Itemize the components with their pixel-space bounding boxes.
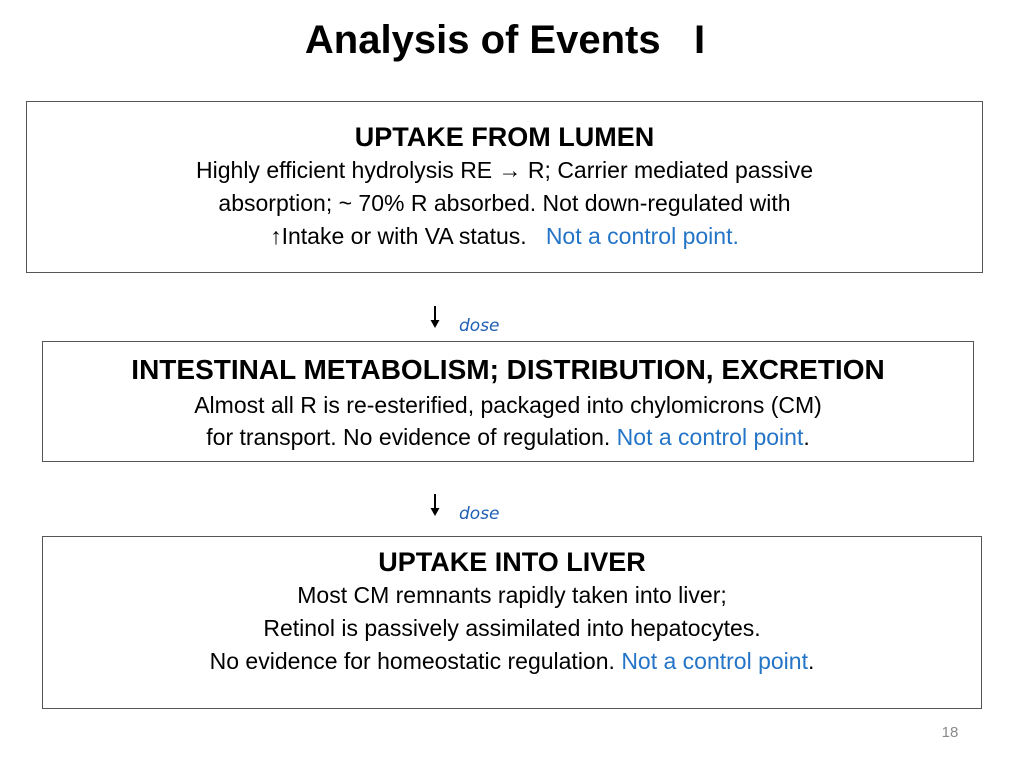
slide-title: Analysis of Events I — [304, 18, 706, 62]
box-text-line — [27, 220, 982, 253]
down-arrow-icon — [429, 493, 441, 517]
box-text-line — [43, 645, 981, 678]
box-text-line: Retinol is passively assimilated into hepatocytes. — [263, 615, 761, 641]
box-text-line: absorption; ~ 70% R absorbed. Not down-regulated with — [218, 190, 791, 216]
control-point-note: Not a control point — [616, 424, 804, 450]
box-text-line — [43, 421, 973, 453]
control-point-note: Not a control point — [621, 648, 808, 674]
uptake-into-liver-box — [42, 536, 982, 709]
box-heading: UPTAKE INTO LIVER — [378, 547, 646, 577]
box-text: No evidence for homeostatic regulation. — [209, 648, 622, 674]
intestinal-metabolism-box — [42, 341, 974, 462]
control-point-note: Not a control point. — [545, 223, 739, 249]
box-heading: INTESTINAL METABOLISM; DISTRIBUTION, EXCRETION — [131, 354, 885, 385]
uptake-from-lumen-box — [26, 101, 983, 273]
box-text-line: Highly efficient hydrolysis RE → R; Carrier mediated passive — [196, 157, 813, 183]
box-text-end: . — [807, 648, 815, 674]
box-text-end: . — [803, 424, 810, 450]
box-text: ↑Intake or with VA status. — [270, 223, 546, 249]
box-text-line: Most CM remnants rapidly taken into liver; — [297, 582, 727, 608]
down-arrow-icon — [429, 305, 441, 329]
dose-label: dose — [459, 504, 500, 524]
box-text-line: Almost all R is re-esterified, packaged into chylomicrons (CM) — [194, 392, 822, 418]
box-heading: UPTAKE FROM LUMEN — [354, 122, 655, 152]
dose-label: dose — [459, 316, 500, 336]
page-number: 18 — [941, 724, 959, 741]
box-text: for transport. No evidence of regulation. — [206, 424, 617, 450]
